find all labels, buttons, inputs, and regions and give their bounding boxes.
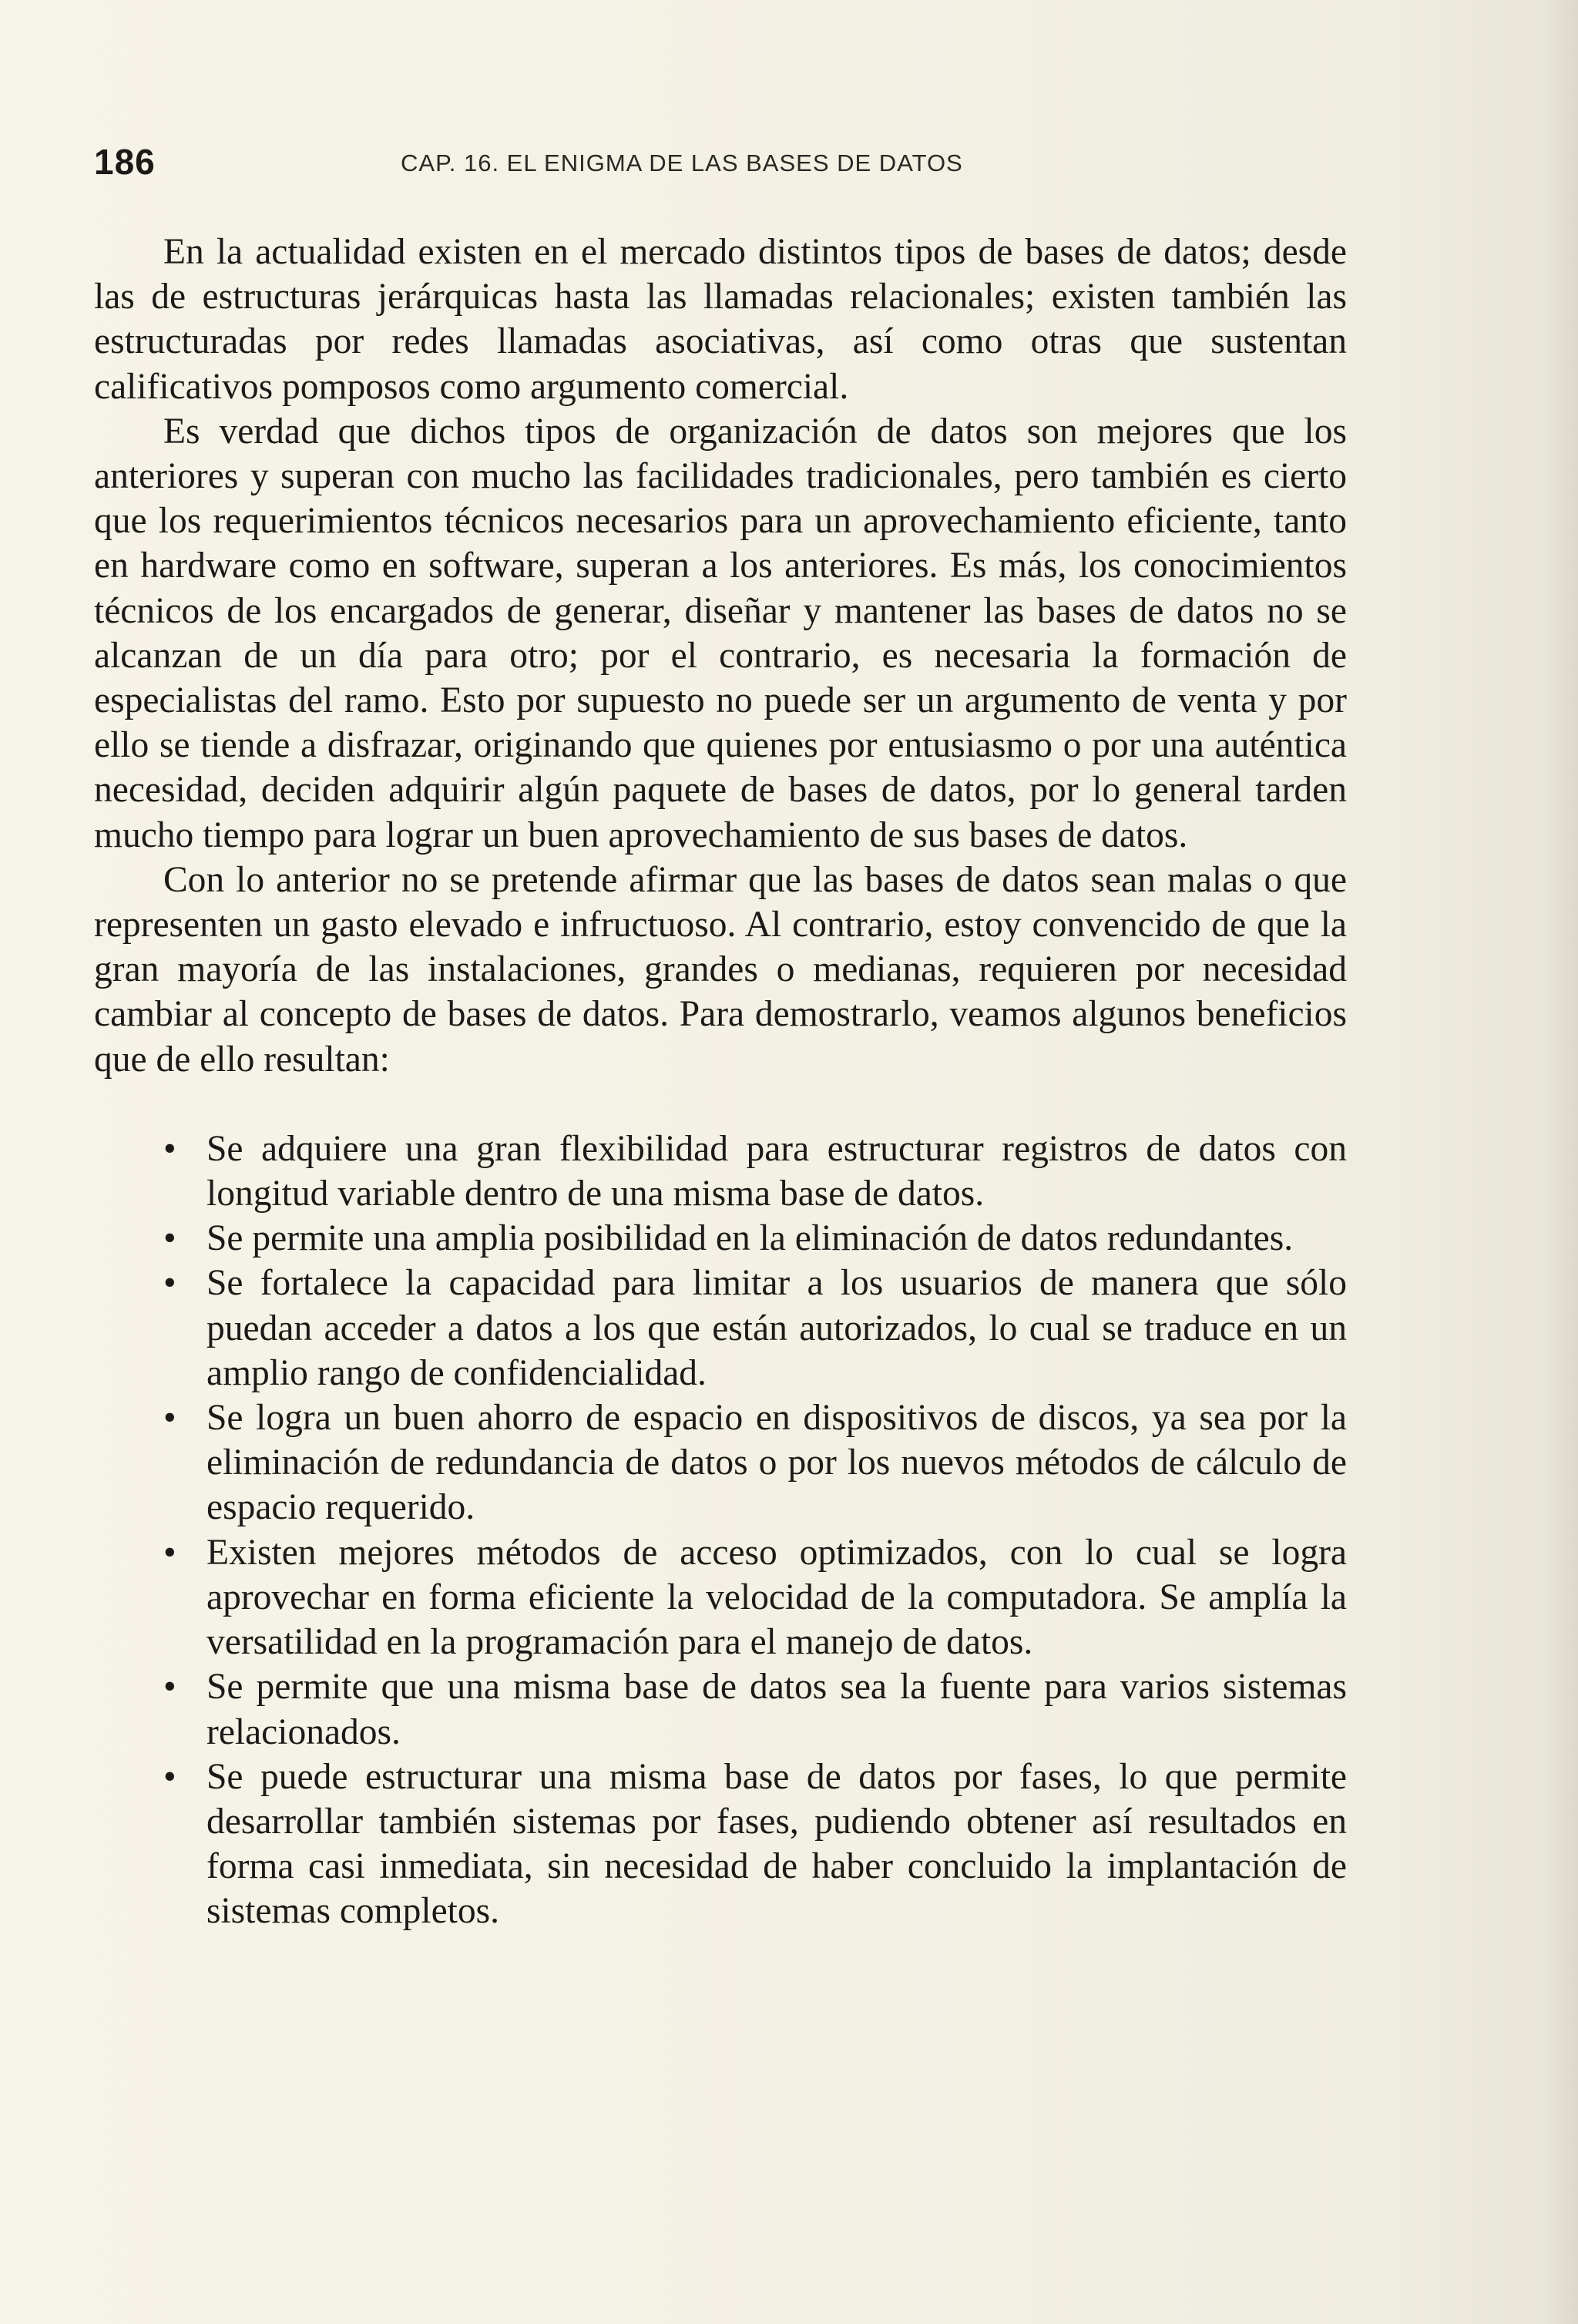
list-item (94, 1216, 1347, 1261)
running-head: CAP. 16. EL ENIGMA DE LAS BASES DE DATOS (401, 149, 963, 176)
list-item-text: Se permite una amplia posibilidad en la eliminación de datos redundantes. (206, 1218, 1294, 1259)
list-item (94, 1395, 1347, 1530)
bullet-icon: • (163, 1218, 176, 1259)
bullet-icon: • (163, 1128, 176, 1169)
paragraph: En la actualidad existen en el mercado distintos tipos de bases de datos; desde las de estructuras jerárquicas hasta las llamadas relacionales; existen también las estructuradas por redes llamadas asociativas, así como otras que sustentan calificativos pomposos como argumento comercial. (94, 232, 1347, 407)
paragraph: Con lo anterior no se pretende afirmar que las bases de datos sean malas o que representen un gasto elevado e infructuoso. Al contrario, estoy convencido de que la gran mayoría de las instalaciones, grandes o medianas, requieren por necesidad cambiar al concepto de bases de datos. Para demostrarlo, veamos algunos beneficios que de ello resultan: (94, 859, 1347, 1080)
bullet-icon: • (163, 1667, 176, 1708)
paragraph: Es verdad que dichos tipos de organización de datos son mejores que los anteriores y superan con mucho las facilidades tradicionales, pero también es cierto que los requerimientos técnicos necesarios para un aprovechamiento eficiente, tanto en hardware como en software, superan a los anteriores. Es más, los conocimientos técnicos de los encargados de generar, diseñar y mantener las bases de datos no se alcanzan de un día para otro; por el contrario, es necesaria la formación de especialistas del ramo. Esto por supuesto no puede ser un argumento de venta y por ello se tiende a disfrazar, originando que quienes por entusiasmo o por una auténtica necesidad, deciden adquirir algún paquete de bases de datos, por lo general tarden mucho tiempo para lograr un buen aprovechamiento de sus bases de datos. (94, 411, 1347, 855)
bullet-icon: • (163, 1263, 176, 1304)
list-item (94, 1127, 1347, 1216)
body-text (94, 230, 1347, 1934)
list-item (94, 1530, 1347, 1665)
list-item-text: Se fortalece la capacidad para limitar a los usuarios de manera que sólo puedan acceder a datos a los que están autorizados, lo cual se traduce en un amplio rango de confidencialidad. (206, 1263, 1347, 1393)
list-item-text: Se permite que una misma base de datos sea la fuente para varios sistemas relacionados. (206, 1667, 1347, 1752)
bullet-icon: • (163, 1532, 176, 1573)
list-item (94, 1261, 1347, 1395)
benefits-list (94, 1127, 1347, 1934)
list-item-text: Existen mejores métodos de acceso optimizados, con lo cual se logra aprovechar en forma eficiente la velocidad de la computadora. Se amplía la versatilidad en la programación para el manejo de datos. (206, 1532, 1347, 1663)
list-item-text: Se logra un buen ahorro de espacio en dispositivos de discos, ya sea por la eliminación de redundancia de datos o por los nuevos métodos de cálculo de espacio requerido. (206, 1398, 1347, 1528)
list-item (94, 1755, 1347, 1934)
list-item (94, 1664, 1347, 1754)
bullet-icon: • (163, 1756, 176, 1797)
page-header (94, 139, 1358, 185)
list-item-text: Se puede estructurar una misma base de datos por fases, lo que permite desarrollar también sistemas por fases, pudiendo obtener así resultados en forma casi inmediata, sin necesidad de haber concluido la implantación de sistemas completos. (206, 1756, 1347, 1932)
list-item-text: Se adquiere una gran flexibilidad para estructurar registros de datos con longitud variable dentro de una misma base de datos. (206, 1128, 1347, 1214)
page-number: 186 (94, 142, 156, 182)
page-edge-shadow (1547, 0, 1578, 2324)
bullet-icon: • (163, 1398, 176, 1439)
